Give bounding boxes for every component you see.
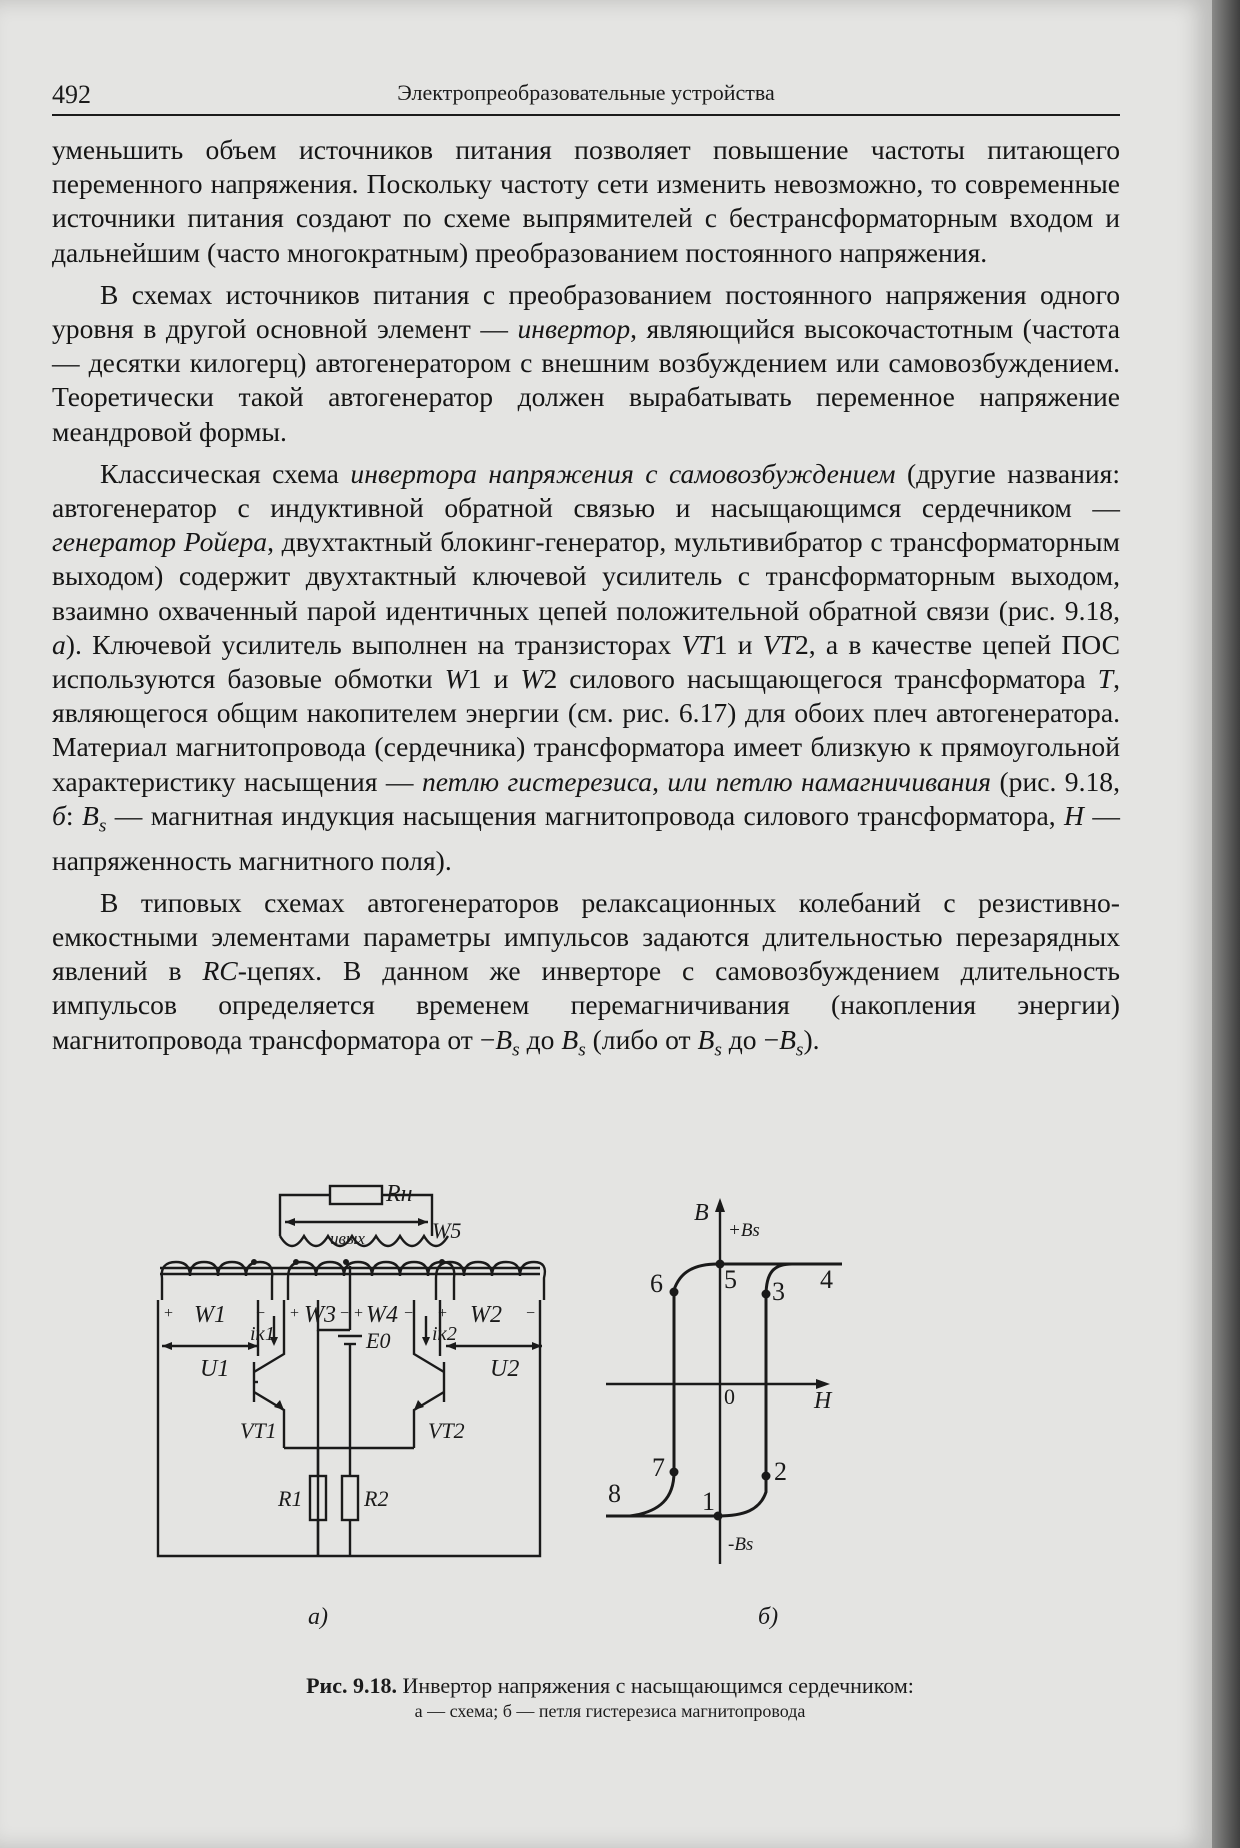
text-run: -цепях. В данном же инверторе с самовозбуждением длительность импульсов определяется временем перемагничивания (накопления энергии) магнитопровода трансформатора от − (52, 955, 1120, 1055)
text-run: 2, а в качестве цепей ПОС используются базовые обмотки (52, 628, 1120, 695)
text-run: Классическая схема (100, 457, 351, 489)
text-run: , (652, 765, 668, 797)
uout-label: uвых (330, 1229, 365, 1248)
emphasis-text: RC (202, 955, 238, 987)
body-paragraph (52, 133, 1120, 270)
figure-caption (160, 1673, 1060, 1722)
emphasis-text: B (495, 1023, 513, 1055)
ik2-label: iк2 (432, 1323, 457, 1345)
emphasis-text: T (1097, 663, 1114, 695)
emphasis-text: инвертор (517, 313, 631, 345)
w4-label: W4 (366, 1302, 398, 1328)
emphasis-text: W (444, 663, 468, 695)
w2-dot (439, 1259, 445, 1265)
w3-w4-winding (288, 1262, 454, 1300)
w4-minus: − (404, 1305, 414, 1322)
w1-dot (251, 1259, 257, 1265)
caption-line-1 (160, 1673, 1060, 1699)
r1-label: R1 (278, 1486, 303, 1511)
page-edge-shadow (1212, 0, 1240, 1848)
text-run: (либо от (585, 1023, 698, 1055)
plus-bs-label: +Bs (728, 1220, 760, 1241)
caption-label: Рис. 9.18. (306, 1673, 397, 1698)
point-3-label: 3 (772, 1277, 785, 1306)
text-run: — напряженность магнитного поля). (52, 799, 1120, 876)
emphasis-text: B (81, 799, 99, 831)
emphasis-text: B (779, 1023, 796, 1055)
w3-plus: + (290, 1305, 300, 1322)
text-run: (другие названия: автогенератор с индуктивной обратной связью и насыщающимся сердечником — (52, 457, 1120, 524)
vt1-label: VT1 (240, 1418, 277, 1443)
emphasis-text: s (795, 1039, 804, 1061)
emphasis-text: VT (762, 628, 795, 660)
text-run: ). (803, 1023, 820, 1055)
hysteresis-loop (606, 1198, 842, 1630)
emphasis-text: б (52, 799, 66, 831)
w4-dot (343, 1259, 349, 1265)
emphasis-text: инвертора напряжения с самовозбуждением (350, 457, 896, 489)
w3-minus: − (340, 1305, 350, 1322)
u2-label: U2 (490, 1356, 520, 1382)
running-title: Электропреобразовательные устройства (397, 80, 775, 105)
emphasis-text: или петлю намагничивания (667, 765, 992, 797)
w5-label: W5 (432, 1218, 462, 1243)
emphasis-text: а (52, 628, 66, 660)
b-axis-arrow (715, 1198, 725, 1212)
inverter-schematic (158, 1181, 545, 1630)
w2-plus: + (438, 1305, 448, 1322)
point-6-label: 6 (650, 1269, 663, 1298)
r2-resistor (342, 1476, 358, 1520)
w2-minus: − (526, 1305, 536, 1322)
figure-9-18 (164, 1176, 1030, 1656)
h-axis-label: H (814, 1388, 832, 1414)
caption-subtitle: а — схема; б — петля гистерезиса магнитопровода (414, 1701, 806, 1721)
caption-title: Инвертор напряжения с насыщающимся сердечником: (396, 1673, 914, 1698)
load-resistor (330, 1186, 382, 1204)
minus-bs-label: -Bs (728, 1534, 754, 1555)
emphasis-text: s (98, 815, 107, 837)
text-run: уменьшить объем источников питания позволяет повышение частоты питающего переменного напряжения. Поскольку частоту сети изменить невозможно, то современные источники питания создают по схеме выпрямителей с бестрансформаторным входом и дальнейшим (часто многократным) преобразованием постоянного напряжения. (52, 134, 1120, 268)
r2-label: R2 (364, 1486, 389, 1511)
emphasis-text: B (697, 1023, 715, 1055)
emphasis-text: генератор Ройера (52, 526, 268, 558)
w3-label: W3 (304, 1302, 336, 1328)
text-run: : (65, 799, 82, 831)
load-resistor-label: Rн (386, 1181, 413, 1207)
body-paragraph (52, 457, 1120, 878)
point-5-label: 5 (724, 1265, 737, 1294)
body-paragraph (52, 886, 1120, 1068)
ik2-arrowhead (422, 1337, 430, 1346)
u1-label: U1 (200, 1356, 230, 1382)
w1-minus: − (256, 1305, 266, 1322)
text-run: — магнитная индукция насыщения магнитопровода силового трансформатора, (106, 799, 1065, 831)
text-run: до (519, 1023, 562, 1055)
w4-plus: + (354, 1305, 364, 1322)
emphasis-text: H (1064, 799, 1084, 831)
resistor-wires (318, 1448, 350, 1556)
w1-label: W1 (194, 1302, 226, 1328)
point-2-label: 2 (774, 1457, 787, 1486)
w2-label: W2 (470, 1302, 502, 1328)
b-axis-label: B (694, 1200, 709, 1226)
w1-plus: + (164, 1305, 174, 1322)
vt2-label: VT2 (428, 1418, 465, 1443)
point-4-label: 4 (820, 1265, 833, 1294)
text-run: 1 и (467, 663, 521, 695)
text-run: 1 и (713, 628, 763, 660)
panel-a-label: а) (308, 1604, 328, 1630)
text-run: , являющийся высокочастотным (частота — десятки килогерц) автогенератором с внешним возбуждением или самовозбуждением. Теоретически такой автогенератор должен вырабатывать переменное напряжение меандровой формы. (52, 313, 1120, 447)
emphasis-text: B (561, 1023, 579, 1055)
figure-svg (164, 1176, 1030, 1656)
text-run: В типовых схемах автогенераторов релаксационных колебаний с резистивно-емкостными элементами параметры импульсов задаются длительностью перезарядных явлений в (52, 886, 1120, 987)
body-paragraph (52, 278, 1120, 449)
point-8-label: 8 (608, 1479, 621, 1508)
w3-dot (293, 1259, 299, 1265)
emphasis-text: s (578, 1039, 586, 1061)
page-header (52, 80, 1120, 116)
e0-label: E0 (366, 1328, 391, 1353)
ik1-label: iк1 (250, 1323, 275, 1345)
emphasis-text: s (714, 1039, 722, 1061)
text-run: , двухтактный блокинг-генератор, мультивибратор с трансформаторным выходом) содержит двухтактный ключевой усилитель с трансформаторным выходом, взаимно охваченный парой идентичных цепей положительной обратной связи (рис. 9.18, (52, 526, 1120, 626)
text-run: (рис. 9.18, (991, 765, 1120, 797)
emphasis-text: петлю гистерезиса (421, 765, 653, 797)
emphasis-text: s (512, 1039, 520, 1061)
point-7 (670, 1468, 679, 1477)
origin-label: 0 (724, 1384, 735, 1409)
text-run: 2 силового насыщающегося трансформатора (543, 663, 1098, 695)
page-number: 492 (52, 80, 91, 109)
panel-b-label: б) (758, 1604, 779, 1630)
point-6 (670, 1288, 679, 1297)
point-3 (762, 1290, 771, 1299)
text-run: до − (721, 1023, 780, 1055)
body-text (52, 133, 1120, 1075)
emphasis-text: VT (681, 628, 714, 660)
point-7-label: 7 (652, 1453, 665, 1482)
text-run: В схемах источников питания с преобразованием постоянного напряжения одного уровня в другой основной элемент — (52, 278, 1120, 345)
text-run: , являющегося общим накопителем энергии (см. рис. 6.17) для обоих плеч автогенератора. Материал магнитопровода (сердечника) трансформатора имеет близкую к прямоугольной характеристику насыщения — (52, 663, 1120, 797)
text-run: ). Ключевой усилитель выполнен на транзисторах (65, 628, 682, 660)
emphasis-text: W (520, 663, 544, 695)
point-2 (762, 1472, 771, 1481)
point-1-label: 1 (702, 1487, 715, 1516)
